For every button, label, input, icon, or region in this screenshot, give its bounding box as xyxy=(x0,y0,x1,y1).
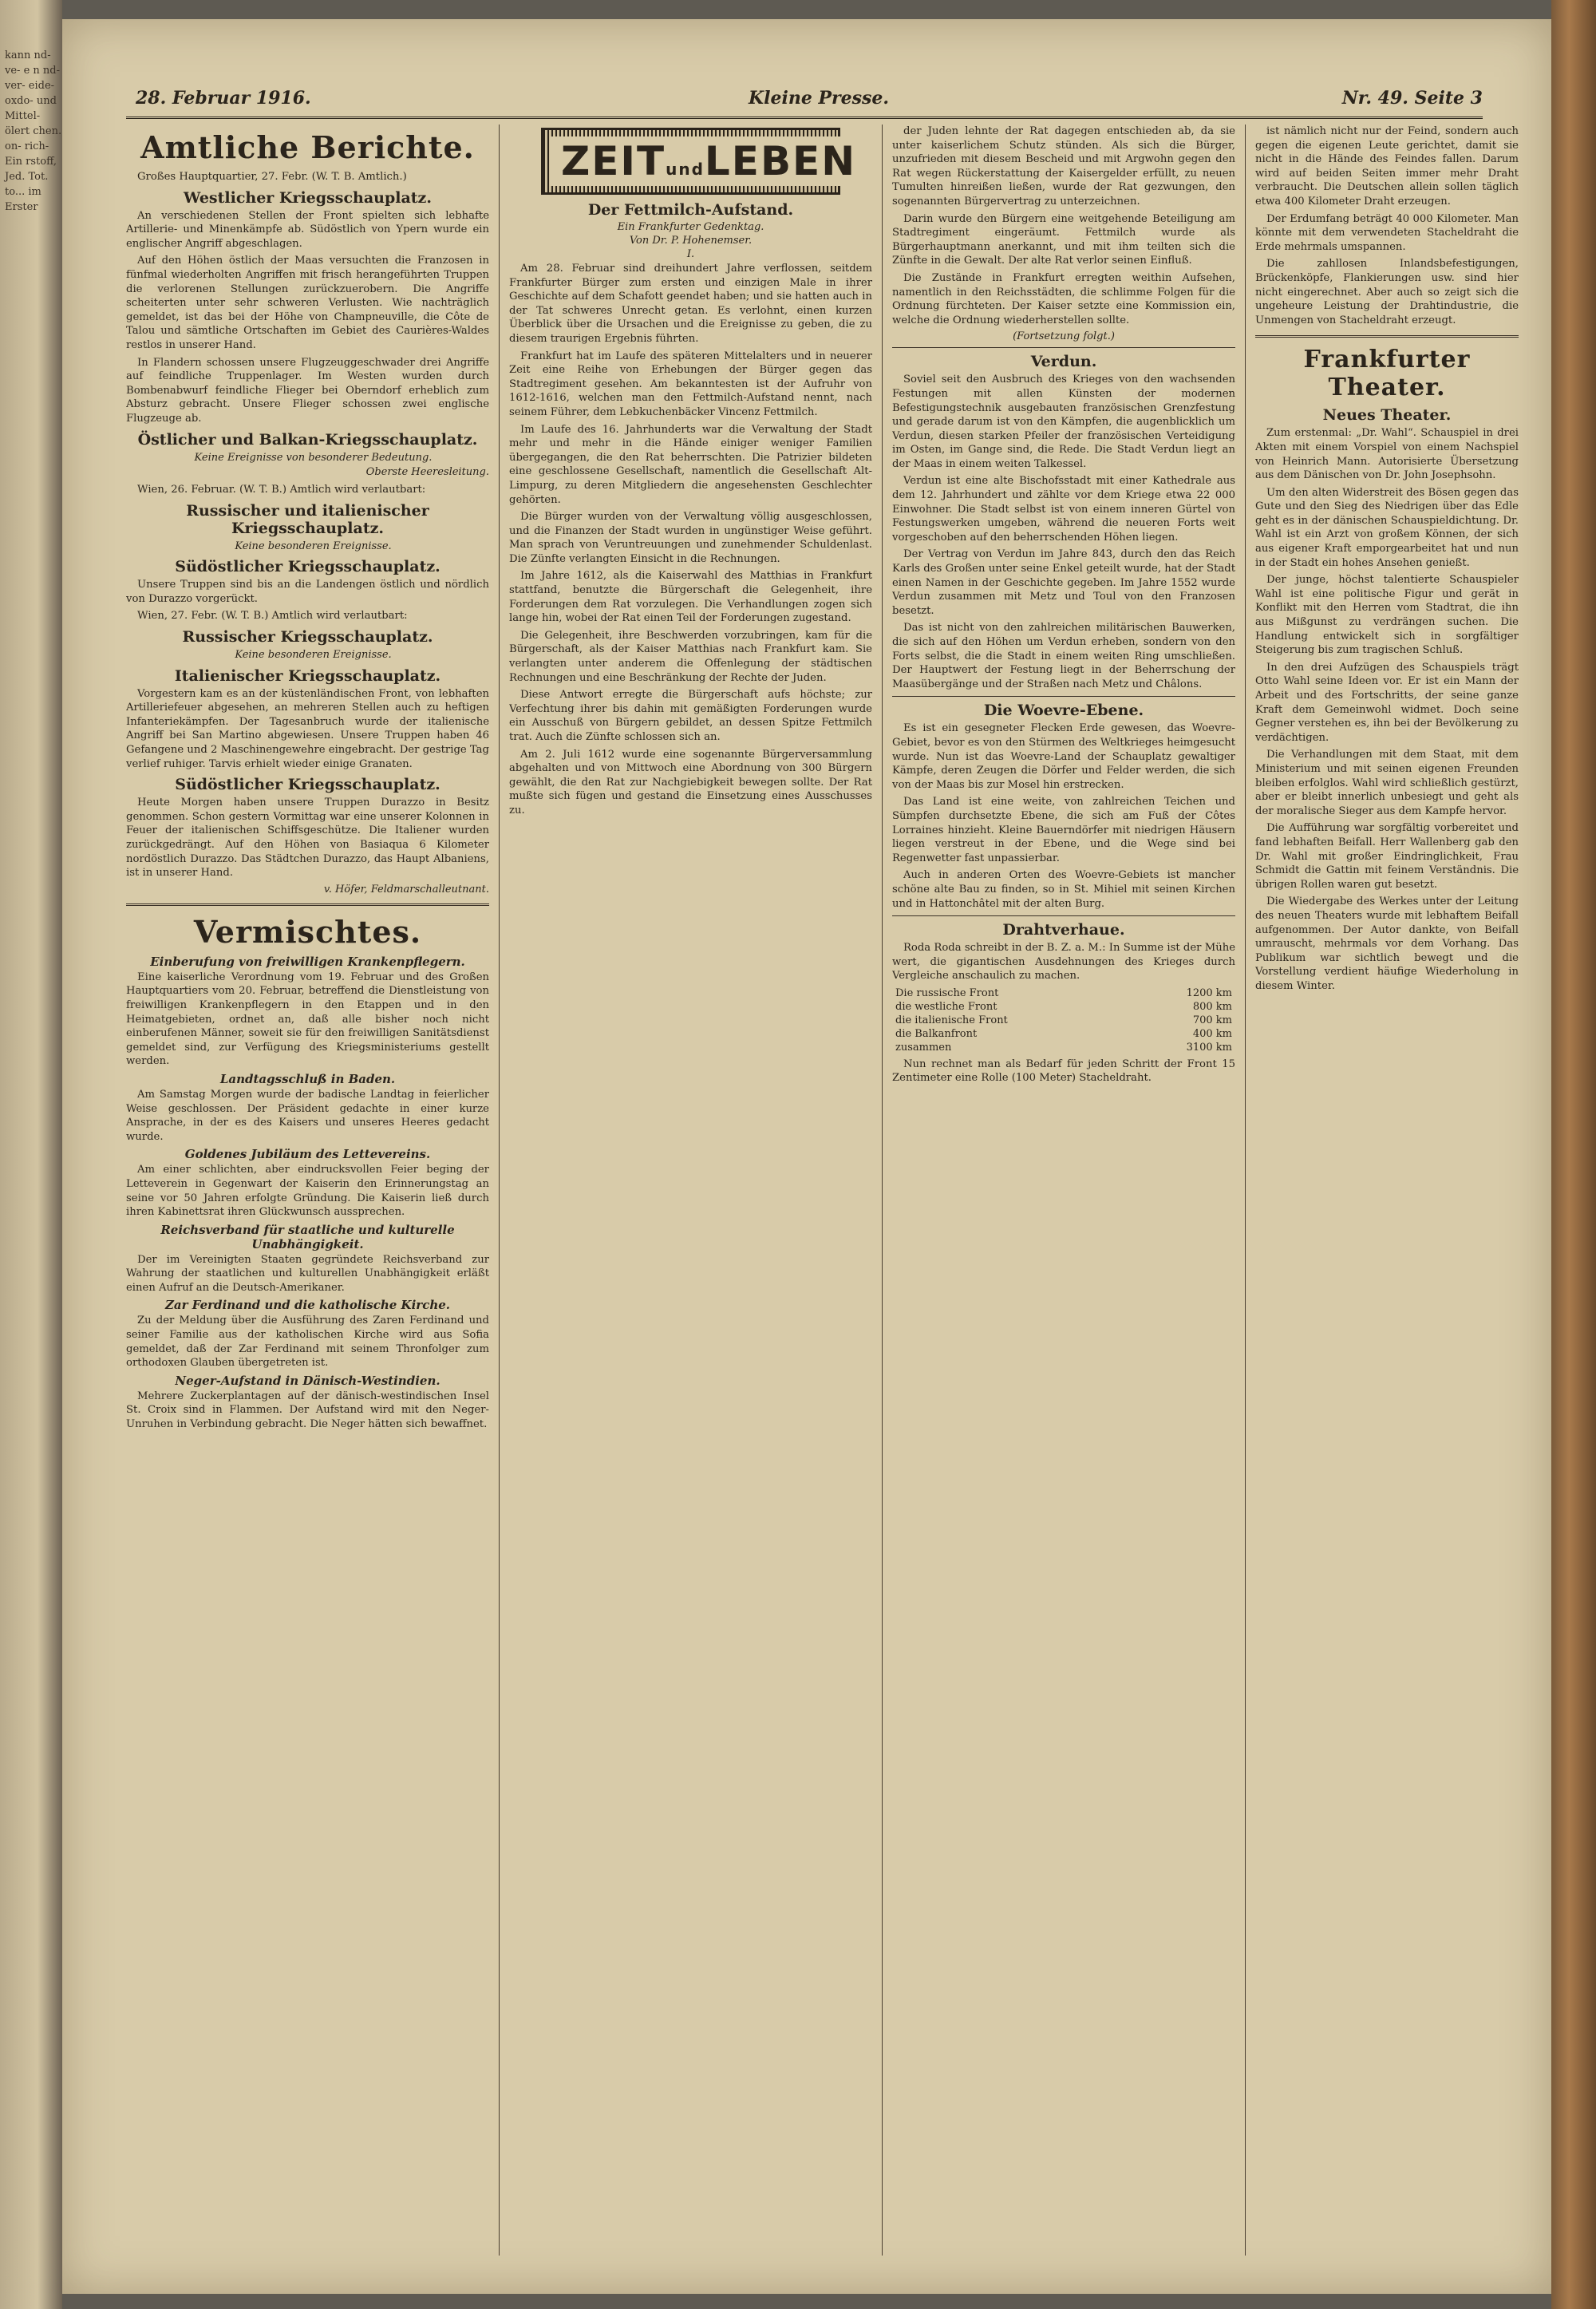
fettmilch-heading: Der Fettmilch-Aufstand. xyxy=(587,201,794,219)
landtag-heading: Landtagsschluß in Baden. xyxy=(219,1071,396,1086)
fortsetzung-folgt: (Fortsetzung folgt.) xyxy=(1013,330,1115,343)
ost-heading: Östlicher und Balkan-Kriegsschauplatz. xyxy=(137,430,478,449)
it-heading: Italienischer Kriegsschauplatz. xyxy=(174,666,441,685)
theater-paragraph: Die Verhandlungen mit dem Staat, mit dem Ministerium und mit seinen eigenen Freunden bleiben erfolglos. Wahl wird schließlich gestürzt, aber er bleibt innerlich unbesiegt und geht als der moralische Sieger aus dem Kampfe hervor. xyxy=(1255,749,1519,817)
ost-paragraph: Keine Ereignisse von besonderer Bedeutung. xyxy=(194,451,433,464)
fettmilch-paragraph: Frankfurt hat im Laufe des späteren Mittelalters und in neuerer Zeit eine Reihe von Erhebungen der Bürger gegen das Stadtregiment gesehen. Am bekanntesten ist der Aufruhr von 1612-1616, welchen man den Fettmilch-Aufstand nennt, nach seinem Führer, dem Lebkuchenbäcker Vincenz Fettmilch. xyxy=(509,350,872,418)
front-label: die Balkanfront xyxy=(895,1027,978,1040)
drahtverhaue-outro: Nun rechnet man als Bedarf für jeden Schritt der Front 15 Zentimeter eine Rolle (100 Meter) Stacheldraht. xyxy=(892,1058,1235,1085)
verdun-paragraph: Der Vertrag von Verdun im Jahre 843, durch den das Reich Karls des Großen unter seine Enkel geteilt wurde, hat der Stadt einen Namen in der Geschichte gegeben. Im Jahre 1552 wurde Verdun zusammen mit Metz und Toul von den Franzosen besetzt. xyxy=(892,548,1235,617)
table-row xyxy=(892,1000,1235,1014)
west-paragraph: An verschiedenen Stellen der Front spielten sich lebhafte Artillerie- und Minenkämpfe ab. Südöstlich von Ypern wurde ein englischer Angriff abgeschlagen. xyxy=(126,209,489,250)
zar-heading: Zar Ferdinand und die katholische Kirche. xyxy=(164,1298,450,1313)
fettmilch-paragraph: Diese Antwort erregte die Bürgerschaft aufs höchste; zur Verfechtung ihrer bis dahin mit gemäßigten Forderungen wurde ein Ausschuß von Bürgern gebildet, an dessen Spitze Fettmilch trat. Auch die Zünfte schlossen sich an. xyxy=(509,689,872,743)
front-label: die italienische Front xyxy=(895,1014,1008,1026)
amtliche-berichte-title: Amtliche Berichte. xyxy=(140,129,475,165)
front-label: die westliche Front xyxy=(895,1000,998,1013)
drahtverhaue-intro: Roda Roda schreibt in der B. Z. a. M.: In Summe ist der Mühe wert, die gigantischen Ausdehnungen des Krieges durch Vergleiche anschaulich zu machen. xyxy=(892,942,1235,983)
verdun-heading: Verdun. xyxy=(1030,353,1097,371)
reichsverband-paragraph: Der im Vereinigten Staaten gegründete Reichsverband zur Wahrung der staatlichen und kulturellen Unabhängigkeit erläßt einen Aufruf an die Deutsch-Amerikaner. xyxy=(126,1253,489,1294)
west-paragraph: In Flandern schossen unsere Flugzeuggeschwader drei Angriffe auf feindliche Truppenlager. Im Westen wurden durch Bombenabwurf feindliche Flieger bei Oberndorf erheblich zum Absturz gebracht. Unsere Flieger schossen zwei englische Flugzeuge ab. xyxy=(126,356,489,425)
neger-heading: Neger-Aufstand in Dänisch-Westindien. xyxy=(175,1373,440,1388)
front-value: 3100 km xyxy=(1186,1041,1232,1054)
landtag-paragraph: Am Samstag Morgen wurde der badische Landtag in feierlicher Weise geschlossen. Der Präsident gedachte in einer kurze Ansprache, in der es des Kaisers und unseres Heeres gedacht wurde. xyxy=(126,1088,489,1143)
reichsverband-heading: Reichsverband für staatliche und kulturelle Unabhängigkeit. xyxy=(160,1222,455,1251)
section-divider xyxy=(892,347,1235,348)
book-binding-edge xyxy=(1551,0,1596,2309)
column-2 xyxy=(509,125,872,2264)
theater-paragraph: Um den alten Widerstreit des Bösen gegen das Gute und den Sieg des Niedrigen über das Edle geht es in der dänischen Schauspieldichtung. Dr. Wahl ist ein Arzt von großem Können, der sich aus eigener Kraft emporgearbeitet hat und nun in der Stadt ein hohes Ansehen genießt. xyxy=(1255,486,1519,569)
wien-dateline: Wien, 27. Febr. (W. T. B.) Amtlich wird verlautbart: xyxy=(137,610,408,623)
fettmilch-part-number: I. xyxy=(686,248,695,260)
column-3 xyxy=(892,125,1235,2264)
lette-paragraph: Am einer schlichten, aber eindrucksvollen Feier beging der Letteverein in Gegenwart der Kaiserin den Erinnerungstag an seine vor 50 Jahren erfolgte Gründung. Die Kaiserin ließ durch ihren Kabinettsrat ihren Glückwunsch aussprechen. xyxy=(126,1164,489,1219)
theater-paragraph: Der junge, höchst talentierte Schauspieler Wahl ist eine politische Figur und gerät in Konflikt mit den Herren vom Stadtrat, die ihn aus Mißgunst zu verdrängen suchen. Die Handlung entwickelt sich in sorgfältiger Steigerung bis zum tragischen Schluß. xyxy=(1255,574,1519,657)
front-value: 400 km xyxy=(1192,1027,1232,1040)
fettmilch-continued-paragraph: Die Zustände in Frankfurt erregten weithin Aufsehen, namentlich in den Reichsstädten, die schlimme Folgen für die Ordnung fürchteten. Der Kaiser setzte eine Kommission ein, welche die Ordnung wiederherstellen sollte. xyxy=(892,271,1235,326)
section-divider xyxy=(892,915,1235,916)
front-length-table xyxy=(892,986,1235,1054)
front-label: zusammen xyxy=(895,1041,952,1054)
theater-title: Frankfurter Theater. xyxy=(1303,346,1471,402)
previous-page-edge xyxy=(0,0,62,2309)
newspaper-page xyxy=(62,19,1551,2294)
header-date: 28. Februar 1916. xyxy=(136,88,311,109)
front-label: Die russische Front xyxy=(895,986,999,999)
woevre-paragraph: Auch in anderen Orten des Woevre-Gebiets ist mancher schöne alte Bau zu finden, so in St. Mihiel mit seinen Kirchen und in Hattonchâtel mit der alten Burg. xyxy=(892,869,1235,910)
zar-paragraph: Zu der Meldung über die Ausführung des Zaren Ferdinand und seiner Familie aus der katholischen Kirche wird aus Sofia gemeldet, daß der Zar Ferdinand mit seinem Thronfolger zum orthodoxen Glauben übergetreten ist. xyxy=(126,1315,489,1370)
hoefer-signature: v. Höfer, Feldmarschalleutnant. xyxy=(323,883,489,896)
logo-word-zeit: ZEIT xyxy=(561,138,666,184)
wien-dateline: Wien, 26. Februar. (W. T. B.) Amtlich wird verlautbart: xyxy=(137,484,426,496)
section-divider xyxy=(126,903,489,906)
lette-heading: Goldenes Jubiläum des Lettevereins. xyxy=(184,1147,431,1162)
vermischtes-title: Vermischtes. xyxy=(193,913,422,950)
ru-it-heading: Russischer und italienischer Kriegsschauplatz. xyxy=(186,501,429,537)
header-paper-name: Kleine Presse. xyxy=(749,88,890,109)
it-paragraph: Vorgestern kam es an der küstenländischen Front, von lebhaften Artilleriefeuer abgesehen, an mehreren Stellen auch zu heftigen Infanteriekämpfen. Der Tagesanbruch wurde der italienische Angriff bei San Martino abgewiesen. Unsere Truppen haben 46 Gefangene und 2 Maschinengewehre eingebracht. Der gestrige Tag verlief ruhiger. Tarvis erhielt wieder einige Granaten. xyxy=(126,687,489,770)
fettmilch-paragraph: Am 28. Februar sind dreihundert Jahre verflossen, seitdem Frankfurter Bürger zum ersten und einzigen Male in ihrer Geschichte auf dem Schafott geendet haben; und sie hatten auch in der Tat schweres Unrecht getan. Es verlohnt, einen kurzen Überblick über die Ursachen und die Ereignisse zu geben, die zu diesem traurigen Ergebnis führten. xyxy=(509,263,872,345)
table-row xyxy=(892,1041,1235,1054)
fettmilch-paragraph: Im Laufe des 16. Jahrhunderts war die Verwaltung der Stadt mehr und mehr in die Hände einiger weniger Familien übergegangen, die den Rat beherrschten. Die Patrizier bildeten eine geschlossene Gesellschaft, namentlich die Gesellschaft Alt-Limpurg, zu deren Mitgliedern die angesehensten Geschlechter gehörten. xyxy=(509,423,872,506)
table-row xyxy=(892,986,1235,1000)
page-header xyxy=(126,81,1483,119)
column-rule xyxy=(499,125,500,2256)
previous-page-fragment: kann nd- ve- e n nd- ver- eide- oxdo- und Mittel- ölert chen. on- rich- Ein rstoff, Jed. Tot. to... im Erster xyxy=(5,49,62,213)
fettmilch-continued-paragraph: der Juden lehnte der Rat dagegen entschieden ab, da sie unter kaiserlichem Schutz stünden. Als sich die Bürger, unzufrieden mit diesem Bescheid und mit Argwohn gegen den Rat wegen Rückerstattung der Kaisergelder erfüllt, zu neuen Tumulten hinreißen ließen, wurde der Rat gezwungen, den sogenannten Bürgervertrag zu unterzeichnen. xyxy=(892,125,1235,208)
neger-paragraph: Mehrere Zuckerplantagen auf der dänisch-westindischen Insel St. Croix sind in Flammen. Der Aufstand wird mit den Neger-Unruhen in Verbindung gebracht. Die Neger hätten sich bewaffnet. xyxy=(126,1390,489,1431)
neues-theater-heading: Neues Theater. xyxy=(1322,406,1452,425)
section-divider xyxy=(892,696,1235,697)
fettmilch-paragraph: Die Gelegenheit, ihre Beschwerden vorzubringen, kam für die Bürgerschaft, als der Kaiser Matthias nach Frankfurt kam. Sie verlangten unter anderem die Offenlegung der städtischen Rechnungen und eine Beschränkung der Rechte der Juden. xyxy=(509,629,872,684)
fettmilch-subtitle: Ein Frankfurter Gedenktag. xyxy=(617,221,764,233)
logo-word-und: und xyxy=(666,160,705,179)
premiere-note: Zum erstenmal: „Dr. Wahl“. Schauspiel in drei Akten mit einem Vorspiel von einem Nachspiel von Heinrich Mann. Autorisierte Übersetzung aus dem Dänischen von Dr. John Josephsohn. xyxy=(1255,427,1519,482)
verdun-paragraph: Das ist nicht von den zahlreichen militärischen Bauwerken, die sich auf den Höhen um Verdun erheben, sondern von den Forts selbst, die die Stadt in einem weiten Ring umschließen. Der Hauptwert der Festung liegt in der Beherrschung der Maasübergänge und der Straßen nach Metz und Châlons. xyxy=(892,622,1235,690)
fettmilch-author: Von Dr. P. Hohenemser. xyxy=(629,235,753,247)
front-value: 800 km xyxy=(1192,1000,1232,1013)
column-rule xyxy=(1245,125,1246,2256)
west-heading: Westlicher Kriegsschauplatz. xyxy=(184,188,432,207)
woevre-paragraph: Es ist ein gesegneter Flecken Erde gewesen, das Woevre-Gebiet, bevor es von den Stürmen des Weltkrieges heimgesucht wurde. Nun ist das Woevre-Land der Schauplatz gewaltiger Kämpfe, deren Zeugen die Dörfer und Felder werden, die sich von der Maas bis zur Mosel hin erstrecken. xyxy=(892,722,1235,791)
sued2-heading: Südöstlicher Kriegsschauplatz. xyxy=(175,776,440,794)
column-1 xyxy=(126,125,489,2264)
draht-continued-paragraph: Die zahllosen Inlandsbefestigungen, Brückenköpfe, Flankierungen usw. sind hier nicht eingerechnet. Aber auch so zeigt sich die ungeheure Leistung der Drahtindustrie, die Unmengen von Stacheldraht erzeugt. xyxy=(1255,258,1519,326)
fettmilch-continued-paragraph: Darin wurde den Bürgern eine weitgehende Beteiligung am Stadtregiment eingeräumt. Fettmilch wurde als Bürgerhauptmann anerkannt, und mit ihm teilten sich die Zünfte in die Gewalt. Der alte Rat verlor seinen Einfluß. xyxy=(892,212,1235,267)
logo-word-leben: LEBEN xyxy=(704,138,857,184)
zeit-und-leben-logo xyxy=(541,128,857,195)
woevre-paragraph: Das Land ist eine weite, von zahlreichen Teichen und Sümpfen durchsetzte Ebene, die sich am Fuß der Côtes Lorraines hinzieht. Kleine Bauerndörfer mit niedrigen Häusern liegen verstreut in der Ebene, und die Wege sind bei Regenwetter fast unpassierbar. xyxy=(892,796,1235,864)
theater-paragraph: Die Aufführung war sorgfältig vorbereitet und fand lebhaften Beifall. Herr Wallenberg gab den Dr. Wahl mit großer Eindringlichkeit, Frau Schmidt die Gattin mit feinem Verständnis. Die übrigen Rollen waren gut besetzt. xyxy=(1255,822,1519,891)
gq-dateline: Großes Hauptquartier, 27. Febr. (W. T. B. Amtlich.) xyxy=(137,171,407,183)
einberufung-paragraph: Eine kaiserliche Verordnung vom 19. Februar und des Großen Hauptquartiers vom 20. Februar, betreffend die Dienstleistung von freiwilligen Krankenpflegern in den Etappen und in den Heimatgebieten, ordnet an, daß alle bisher noch nicht einberufenen Männer, soweit sie für den freiwilligen Sanitätsdienst gemeldet sind, zur Verfügung des Kriegsministeriums gestellt werden. xyxy=(126,971,489,1068)
table-row xyxy=(892,1014,1235,1027)
ru-heading: Russischer Kriegsschauplatz. xyxy=(182,628,433,646)
fettmilch-paragraph: Die Bürger wurden von der Verwaltung völlig ausgeschlossen, und die Finanzen der Stadt wurden in ungünstiger Weise geführt. Man sprach von Veruntreuungen und zunehmender Schuldenlast. Die Zünfte verlangten Einsicht in die Rechnungen. xyxy=(509,511,872,565)
ru-paragraph: Keine besonderen Ereignisse. xyxy=(235,649,392,662)
draht-continued-paragraph: ist nämlich nicht nur der Feind, sondern auch gegen die eigenen Leute gerichtet, damit sie nicht in die Hände des Feindes fallen. Darum wird auf beiden Seiten immer mehr Draht verbraucht. Die Deutschen allein sollen täglich etwa 400 Kilometer Draht erzeugen. xyxy=(1255,125,1519,208)
sued2-paragraph: Heute Morgen haben unsere Truppen Durazzo in Besitz genommen. Schon gestern Vormittag war eine unserer Kolonnen in Feuer der italienischen Schiffsgeschütze. Die Italiener wurden zurückgedrängt. Auf den Höhen von Basiaqua 6 Kilometer nordöstlich Durazzo. Das Städtchen Durazzo, das Haupt Albaniens, ist in unserer Hand. xyxy=(126,797,489,880)
woevre-heading: Die Woevre-Ebene. xyxy=(983,702,1144,720)
front-value: 700 km xyxy=(1192,1014,1232,1026)
section-divider xyxy=(1255,335,1519,338)
ru-it-paragraph: Keine besonderen Ereignisse. xyxy=(235,540,392,552)
sued1-heading: Südöstlicher Kriegsschauplatz. xyxy=(175,558,440,576)
header-issue: Nr. 49. Seite 3 xyxy=(1341,88,1483,109)
column-4 xyxy=(1255,125,1519,2264)
theater-paragraph: Die Wiedergabe des Werkes unter der Leitung des neuen Theaters wurde mit lebhaftem Beifall aufgenommen. Der Autor dankte, von Beifall umrauscht, mehrmals vor dem Vorhang. Das Publikum war sichtlich bewegt und die Vorstellung verdient häufige Wiederholung in diesem Winter. xyxy=(1255,896,1519,992)
verdun-paragraph: Soviel seit den Ausbruch des Krieges von den wachsenden Festungen mit allen Künsten der modernen Befestigungstechnik ausgebauten französischen Grenzfestung und gerade darum ist von den Kämpfen, die augenblicklich um Verdun, diesen starken Pfeiler der französischen Verteidigung im Osten, im Gange sind, die Rede. Die Stadt Verdun liegt an der Maas in einem weiten Talkessel. xyxy=(892,374,1235,470)
fettmilch-paragraph: Im Jahre 1612, als die Kaiserwahl des Matthias in Frankfurt stattfand, benutzte die Bürgerschaft die Gelegenheit, ihre Forderungen dem Rat vorzulegen. Die Verhandlungen zogen sich lange hin, wobei der Rat einen Teil der Forderungen zugestand. xyxy=(509,570,872,625)
front-value: 1200 km xyxy=(1186,986,1232,999)
sued1-paragraph: Unsere Truppen sind bis an die Landengen östlich und nördlich von Durazzo vorgerückt. xyxy=(126,579,489,605)
table-row xyxy=(892,1027,1235,1041)
theater-paragraph: In den drei Aufzügen des Schauspiels trägt Otto Wahl seine Ideen vor. Er ist ein Mann der Arbeit und des Fortschritts, der seine ganze Kraft dem Gemeinwohl widmet. Doch seine Gegner verstehen es, ihn bei der Bevölkerung zu verdächtigen. xyxy=(1255,661,1519,744)
column-rule xyxy=(882,125,883,2256)
draht-continued-paragraph: Der Erdumfang beträgt 40 000 Kilometer. Man könnte mit dem verwendeten Stacheldraht die Erde mehrmals umspannen. xyxy=(1255,212,1519,253)
fettmilch-paragraph: Am 2. Juli 1612 wurde eine sogenannte Bürgerversammlung abgehalten und von Mittwoch eine Abordnung von 300 Bürgern gewählt, die den Rat zur Nachgiebigkeit bewegen sollte. Der Rat mußte sich fügen und gestand die Einsetzung eines Ausschusses zu. xyxy=(509,748,872,816)
drahtverhaue-heading: Drahtverhaue. xyxy=(1002,921,1125,939)
einberufung-heading: Einberufung von freiwilligen Krankenpflegern. xyxy=(150,954,465,969)
west-paragraph: Auf den Höhen östlich der Maas versuchten die Franzosen in fünfmal wiederholten Angriffen mit frisch herangeführten Truppen die verlorenen Stellungen zurückzuerobern. Die Angriffe scheiterten unter sehr schweren Verlusten. Wie nachträglich gemeldet, ist das bei der Höhe von Champneuville, die Côte de Talou und sämtliche Ortschaften im Gebiet des Caurières-Waldes restlos in unserer Hand. xyxy=(126,255,489,351)
verdun-paragraph: Verdun ist eine alte Bischofsstadt mit einer Kathedrale aus dem 12. Jahrhundert und zählte vor dem Kriege etwa 22 000 Einwohner. Die Stadt selbst ist von einem inneren Gürtel von Festungswerken umgeben, während die neueren Forts weit vorgeschoben auf den beherrschenden Höhen liegen. xyxy=(892,475,1235,544)
ohl-signature: Oberste Heeresleitung. xyxy=(365,466,489,479)
